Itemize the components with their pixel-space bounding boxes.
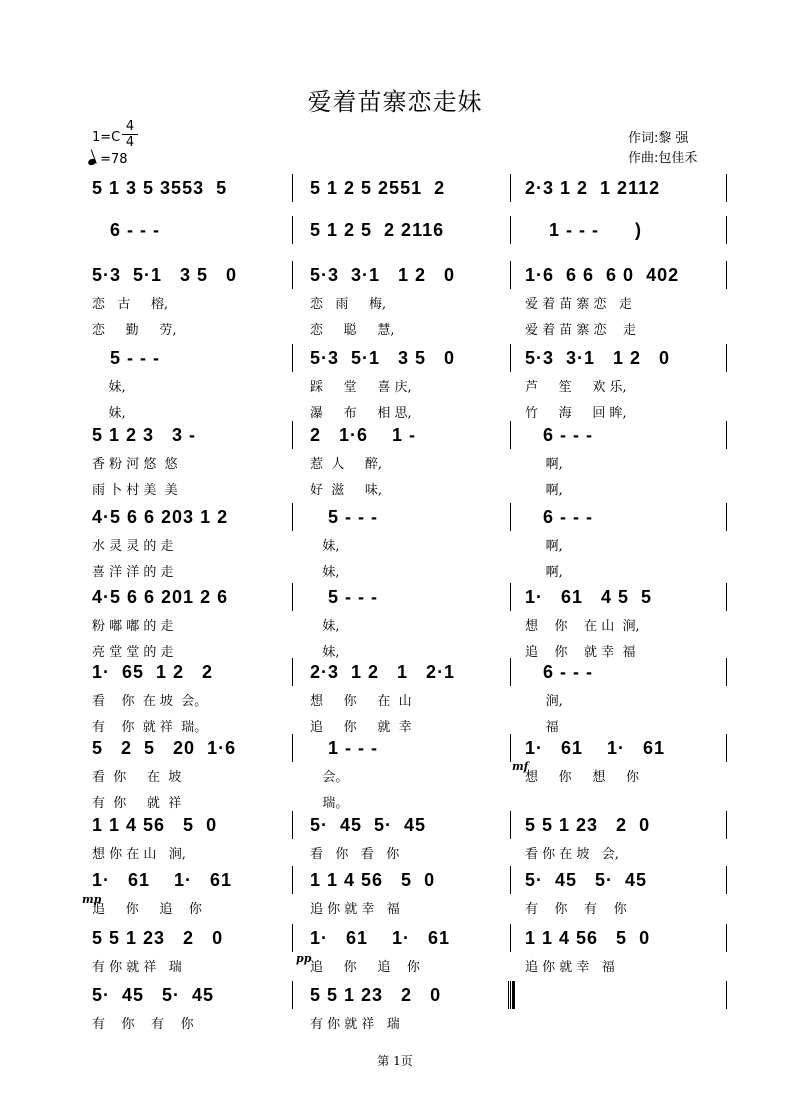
lyric-line: 好 滋 味, [310, 483, 383, 498]
song-title: 爱着苗寨恋走妹 [307, 88, 483, 116]
lyric-line: 妹, [310, 645, 340, 660]
measure-notes: 5 1 2 5 2551 2 [310, 178, 446, 198]
time-sig-bottom: 4 [122, 134, 138, 150]
barline [726, 261, 727, 289]
lyric-line: 啊, [525, 539, 563, 554]
measure-notes: 4·5 6 6 201 2 6 [92, 587, 229, 607]
key-signature: 1=C [92, 130, 121, 145]
barline [726, 216, 727, 244]
lyric-line: 涧, [525, 694, 563, 709]
measure-notes: 1· 61 1· 61 [92, 870, 233, 890]
barline [726, 503, 727, 531]
lyric-line: 恋 雨 梅, [310, 297, 387, 312]
lyric-line: 会。 [310, 770, 349, 785]
measure-notes: 5· 45 5· 45 [310, 815, 427, 835]
lyric-line: 看 你 在 坡 会, [525, 847, 619, 862]
lyric-line: 粉 嘟 嘟 的 走 [92, 619, 174, 634]
measure-notes: 5 5 1 23 2 0 [92, 928, 224, 948]
lyricist-credit: 作词:黎 强 [628, 131, 689, 146]
lyric-line: 啊, [525, 565, 563, 580]
barline [292, 658, 293, 686]
lyric-line: 看 你 在 坡 会。 [92, 694, 208, 709]
measure-notes: 1· 61 4 5 5 [525, 587, 653, 607]
final-barline [512, 981, 515, 1009]
barline [726, 981, 727, 1009]
lyric-line: 啊, [525, 457, 563, 472]
lyric-line: 恋 聪 慧, [310, 323, 395, 338]
measure-notes: 1 1 4 56 5 0 [525, 928, 651, 948]
lyric-line: 妹, [310, 619, 340, 634]
barline [292, 503, 293, 531]
lyric-line: 有 你 就 祥 瑞。 [92, 720, 208, 735]
barline [510, 261, 511, 289]
time-signature [122, 119, 138, 150]
barline [510, 866, 511, 894]
barline [510, 734, 511, 762]
dynamic-marking: pp [296, 952, 312, 965]
barline [726, 174, 727, 202]
lyric-line: 爱 着 苗 寨 恋 走 [525, 323, 637, 338]
lyric-line: 有 你 就 祥 [92, 796, 182, 811]
lyric-line: 恋 古 榕, [92, 297, 169, 312]
barline [292, 924, 293, 952]
measure-notes: 5 - - - [92, 348, 160, 368]
tempo-value: =78 [100, 152, 128, 167]
measure-notes: 5·3 3·1 1 2 0 [525, 348, 671, 368]
lyric-line: 爱 着 苗 寨 恋 走 [525, 297, 632, 312]
lyric-line: 香 粉 河 悠 悠 [92, 457, 178, 472]
lyric-line: 看 你 看 你 [310, 847, 400, 862]
measure-notes: 1·6 6 6 6 0 402 [525, 265, 680, 285]
barline [726, 734, 727, 762]
barline [510, 216, 511, 244]
measure-notes: 1· 61 1· 61 [310, 928, 451, 948]
measure-notes: 5· 45 5· 45 [92, 985, 215, 1005]
lyric-line: 雨 卜 村 美 美 [92, 483, 178, 498]
lyric-line: 踩 堂 喜 庆, [310, 380, 412, 395]
lyric-line: 追 你 就 幸 福 [310, 902, 400, 917]
measure-notes: 2·3 1 2 1 2·1 [310, 662, 456, 682]
barline [292, 216, 293, 244]
measure-notes: 5·3 5·1 3 5 0 [310, 348, 456, 368]
barline [726, 583, 727, 611]
lyric-line: 水 灵 灵 的 走 [92, 539, 174, 554]
quarter-note-icon [87, 158, 97, 166]
barline [510, 174, 511, 202]
lyric-line: 有 你 就 祥 瑞 [92, 960, 182, 975]
measure-notes: 1· 65 1 2 2 [92, 662, 214, 682]
barline [726, 924, 727, 952]
barline [292, 421, 293, 449]
measure-notes: 2 1·6 1 - [310, 425, 417, 445]
lyric-line: 有 你 就 祥 瑞 [310, 1017, 400, 1032]
composer-credit: 作曲:包佳禾 [628, 151, 698, 166]
lyric-line: 追 你 追 你 [92, 902, 202, 917]
barline [510, 811, 511, 839]
lyric-line: 竹 海 回 眸, [525, 406, 627, 421]
lyric-line: 看 你 在 坡 [92, 770, 182, 785]
barline [292, 344, 293, 372]
barline [510, 583, 511, 611]
barline [510, 658, 511, 686]
lyric-line: 芦 笙 欢 乐, [525, 380, 627, 395]
lyric-line: 妹, [92, 406, 126, 421]
lyric-line: 惹 人 醉, [310, 457, 383, 472]
lyric-line: 喜 洋 洋 的 走 [92, 565, 174, 580]
lyric-line: 想 你 想 你 [525, 770, 639, 785]
barline [292, 583, 293, 611]
barline [726, 344, 727, 372]
measure-notes: 5 - - - [310, 507, 378, 527]
lyric-line: 有 你 有 你 [92, 1017, 194, 1032]
measure-notes: 5 5 1 23 2 0 [525, 815, 651, 835]
measure-notes: 2·3 1 2 1 2112 [525, 178, 661, 198]
measure-notes: 5 2 5 20 1·6 [92, 738, 237, 758]
lyric-line: 妹, [92, 380, 126, 395]
measure-notes: 5 1 3 5 3553 5 [92, 178, 228, 198]
measure-notes: 6 - - - [525, 425, 593, 445]
tempo-marking [88, 152, 128, 167]
lyric-line: 福 [525, 720, 559, 735]
barline [510, 421, 511, 449]
barline [726, 658, 727, 686]
measure-notes: 1 - - - [310, 738, 378, 758]
measure-notes: 5·3 5·1 3 5 0 [92, 265, 238, 285]
barline [726, 866, 727, 894]
barline [510, 503, 511, 531]
measure-notes: 1 1 4 56 5 0 [92, 815, 218, 835]
final-barline-thin [508, 981, 509, 1009]
barline [292, 174, 293, 202]
lyric-line: 啊, [525, 483, 563, 498]
lyric-line: 追 你 就 幸 福 [525, 645, 636, 660]
lyric-line: 想 你 在 山 涧, [525, 619, 640, 634]
barline [292, 866, 293, 894]
measure-notes: 6 - - - [525, 662, 593, 682]
measure-notes: 1· 61 1· 61 [525, 738, 666, 758]
measure-notes: 5 1 2 3 3 - [92, 425, 197, 445]
barline [292, 734, 293, 762]
measure-notes: 4·5 6 6 203 1 2 [92, 507, 229, 527]
lyric-line: 追 你 追 你 [310, 960, 420, 975]
measure-notes: 1 - - - ) [525, 220, 642, 240]
measure-notes: 1 1 4 56 5 0 [310, 870, 436, 890]
barline [510, 924, 511, 952]
barline [726, 421, 727, 449]
measure-notes: 6 - - - [525, 507, 593, 527]
lyric-line: 妹, [310, 565, 340, 580]
measure-notes: 5 - - - [310, 587, 378, 607]
measure-notes: 5· 45 5· 45 [525, 870, 648, 890]
barline [510, 344, 511, 372]
measure-notes: 5 5 1 23 2 0 [310, 985, 442, 1005]
lyric-line: 恋 勤 劳, [92, 323, 177, 338]
barline [292, 261, 293, 289]
lyric-line: 追 你 就 幸 [310, 720, 412, 735]
lyric-line: 妹, [310, 539, 340, 554]
lyric-line: 有 你 有 你 [525, 902, 627, 917]
time-sig-top: 4 [125, 119, 135, 134]
dynamic-marking: mp [82, 893, 102, 906]
dynamic-marking: mf [512, 760, 529, 773]
barline [292, 811, 293, 839]
lyric-line: 想 你 在 山 [310, 694, 412, 709]
measure-notes: 6 - - - [92, 220, 160, 240]
barline [726, 811, 727, 839]
barline [292, 981, 293, 1009]
lyric-line: 想 你 在 山 涧, [92, 847, 186, 862]
measure-notes: 5·3 3·1 1 2 0 [310, 265, 456, 285]
lyric-line: 追 你 就 幸 福 [525, 960, 615, 975]
lyric-line: 瀑 布 相 思, [310, 406, 412, 421]
measure-notes: 5 1 2 5 2 2116 [310, 220, 445, 240]
lyric-line: 亮 堂 堂 的 走 [92, 645, 174, 660]
page-number: 第 1页 [377, 1054, 413, 1068]
lyric-line: 瑞。 [310, 796, 349, 811]
